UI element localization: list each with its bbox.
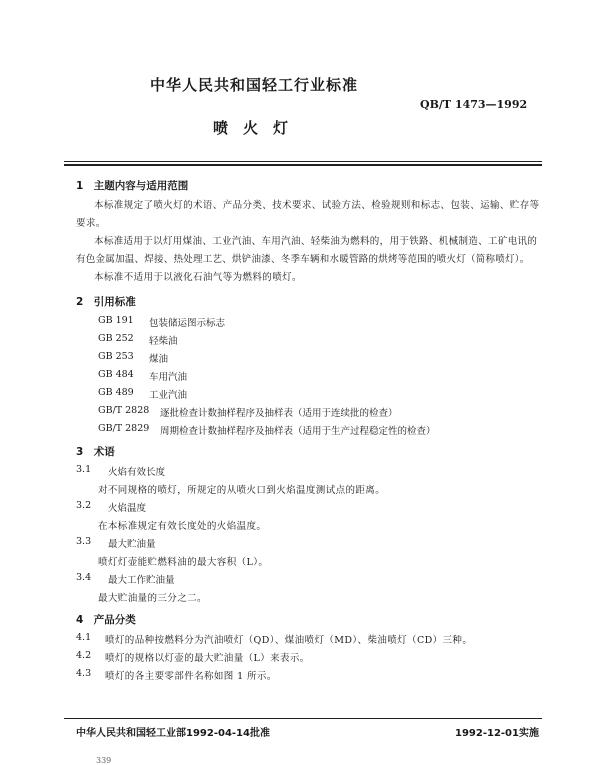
term-name: 火焰有效长度 <box>108 467 166 478</box>
reference-title: 煤油 <box>149 354 169 365</box>
header-rule-thin <box>64 161 542 162</box>
issuing-organization: 中华人民共和国轻工行业标准 <box>150 76 359 94</box>
document-title: 喷 火 灯 <box>213 119 289 137</box>
reference-title: 逐批检查计数抽样程序及抽样表（适用于连续批的检查） <box>160 408 398 419</box>
reference-code: GB 252 <box>98 333 134 344</box>
term-definition: 在本标准规定有效长度处的火焰温度。 <box>98 521 267 532</box>
standard-code: QB/T 1473—1992 <box>420 98 528 111</box>
term-number: 3.4 <box>76 572 92 583</box>
reference-code: GB/T 2829 <box>98 423 150 434</box>
reference-title: 包装储运图示标志 <box>149 318 226 329</box>
clause-number: 4.1 <box>76 632 92 643</box>
effective-date: 1992-12-01实施 <box>455 728 539 739</box>
section-4-heading: 4 产品分类 <box>76 614 136 626</box>
clause-number: 4.2 <box>76 650 92 661</box>
reference-title: 周期检查计数抽样程序及抽样表（适用于生产过程稳定性的检查） <box>160 426 436 437</box>
term-definition: 最大贮油量的三分之二。 <box>98 593 207 604</box>
header-rule-thick <box>64 164 542 166</box>
term-name: 最大贮油量 <box>108 539 156 550</box>
term-definition: 喷灯灯壶能贮燃料油的最大容积（L）。 <box>98 557 269 568</box>
term-number: 3.2 <box>76 500 92 511</box>
term-number: 3.1 <box>76 464 92 475</box>
clause-number: 4.3 <box>76 668 92 679</box>
section-2-heading: 2 引用标准 <box>76 296 136 308</box>
term-name: 火焰温度 <box>108 503 147 514</box>
term-definition: 对不同规格的喷灯，所规定的从喷火口到火焰温度测试点的距离。 <box>98 485 386 496</box>
paragraph-line: 本标准不适用于以液化石油气等为燃料的喷灯。 <box>94 272 302 283</box>
paragraph-line: 本标准规定了喷火灯的术语、产品分类、技术要求、试验方法、检验规则和标志、包装、运输、贮存等 <box>94 200 540 211</box>
reference-code: GB 253 <box>98 351 134 362</box>
reference-title: 车用汽油 <box>149 372 188 383</box>
approval-line: 中华人民共和国轻工业部1992-04-14批准 <box>76 728 270 739</box>
reference-code: GB 484 <box>98 369 134 380</box>
clause-text: 喷灯的品种按燃料分为汽油喷灯（QD）、煤油喷灯（MD）、柴油喷灯（CD）三种。 <box>105 635 473 646</box>
paragraph-line: 本标准适用于以灯用煤油、工业汽油、车用汽油、轻柴油为燃料的，用于铁路、机械制造、工矿电讯的 <box>94 236 538 247</box>
term-number: 3.3 <box>76 536 92 547</box>
reference-title: 工业汽油 <box>149 390 188 401</box>
clause-text: 喷灯的规格以灯壶的最大贮油量（L）来表示。 <box>105 653 310 664</box>
section-1-heading: 1 主题内容与适用范围 <box>76 180 189 192</box>
reference-code: GB 489 <box>98 387 134 398</box>
term-name: 最大工作贮油量 <box>108 575 175 586</box>
paragraph-line: 有色金属加温、焊接、热处理工艺、烘铲油漆、冬季车辆和水暖管路的烘烤等范围的喷火灯（简称喷灯）。 <box>76 254 530 265</box>
reference-code: GB/T 2828 <box>98 405 150 416</box>
clause-text: 喷灯的各主要零部件名称如图 1 所示。 <box>105 671 277 682</box>
footer-rule <box>64 718 542 719</box>
section-3-heading: 3 术语 <box>76 446 115 458</box>
page-number: 339 <box>96 756 112 765</box>
paragraph-line: 要求。 <box>76 218 106 229</box>
reference-code: GB 191 <box>98 315 134 326</box>
reference-title: 轻柴油 <box>149 336 178 347</box>
